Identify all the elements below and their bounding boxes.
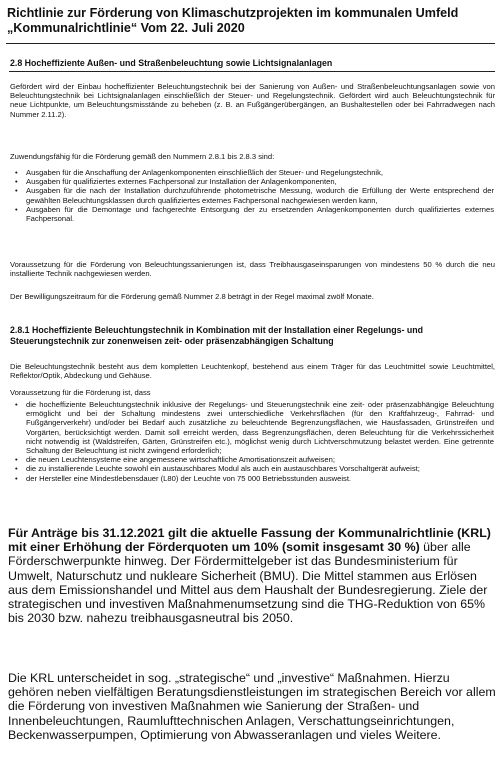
section-2-8-title: 2.8 Hocheffiziente Außen- und Straßenbeleuchtung sowie Lichtsignalanlagen <box>10 58 333 68</box>
bullet-icon: • <box>15 400 18 409</box>
list-item: • Ausgaben für qualifiziertes externes Fachpersonal zur Installation der Anlagenkomponenten, <box>15 177 337 187</box>
list-item: • die neuen Leuchtensysteme eine angemessene wirtschaftliche Amortisationszeit aufweisen; <box>15 455 335 465</box>
bullet-icon: • <box>15 473 18 483</box>
bullet-icon: • <box>15 455 18 465</box>
section-2-8-intro: Gefördert wird der Einbau hocheffizienter Beleuchtungstechnik bei der Sanierung von Außen- und Straßenbeleuchtungsanlagen sowie von Beleuchtungstechnik bei Lichtsignalanlagen einschließlich der Steuer- und Regelungstechnik. Gefördert wird auch Beleuchtungstechnik für neue Lichtpunkte, um Beleuchtungsmisstände zu beheben (z. B. an Fußgängerübergängen, an Bushaltestellen oder bei Fahrradwegen nach Nummer 2.11.2). <box>10 82 495 119</box>
prerequisite-list <box>10 400 494 483</box>
list-item: • Ausgaben für die Anschaffung der Anlagenkomponenten einschließlich der Steuer- und Regelungstechnik, <box>15 168 384 177</box>
list-item: • Ausgaben für die nach der Installation durchzuführende photometrische Messung, wodurch die Erfüllung der Werte entsprechend der gewählten Beleuchtungsklassen durch qualifiziertes externes Fachpersonal nachgewiesen werden kann, <box>15 186 494 205</box>
bullet-icon: • <box>15 168 18 177</box>
bullet-icon: • <box>15 204 18 214</box>
header-line-1: Richtlinie zur Förderung von Klimaschutzprojekten im kommunalen Umfeld <box>7 6 459 20</box>
krl-highlight-text: Für Anträge bis 31.12.2021 gilt die aktuelle Fassung der Kommunalrichtlinie (KRL) mit einer Erhöhung der Förderquoten um 10% (somit insgesamt 30 %) <box>8 526 491 555</box>
section-2-8-1-title: 2.8.1 Hocheffiziente Beleuchtungstechnik in Kombination mit der Installation einer Regelungs- und Steuerungstechnik zur zonenweisen zeit- oder präsenzabhängigen Schaltung <box>10 325 424 346</box>
list-item: • die hocheffiziente Beleuchtungstechnik inklusive der Regelungs- und Steuerungstechnik eine zeit- oder präsenzabhängige Beleuchtung ermöglicht und bei der Schaltung mindestens zwei unterschiedliche Verkehrsflächen (für den Kraftfahrzeug-, Fahrrad- und Fußgängerverkehr) und/oder bei Bedarf auch zusätzliche zu beleuchtende Begrenzungsflächen, wie Hausfassaden, Grünstreifen und Vorgärten, berücksichtigt werden. Damit soll erreicht werden, dass Begrenzungsflächen, deren Beleuchtung für die Verkehrssicherheit nicht notwendig ist (Waldstreifen, Gärten, Grünstreifen etc.), möglichst wenig durch Lichtverschmutzung belastet werden. Eine getrennte Schaltung der Beleuchtung ist nicht zwingend erforderlich; <box>15 400 494 456</box>
krl-measures-paragraph: Die KRL unterscheidet in sog. „strategische“ und „investive“ Maßnahmen. Hierzu gehören neben vielfältigen Beratungsdienstleistungen im strategischen Bereich vor allem die Förderung von investiven Maßnahmen wie Sanierung der Straßen- und Innenbeleuchtungen, Raumlufttechnischen Anlagen, Verschattungseinrichtungen, Beckenwasserpumpen, Optimierung von Abwasseranlagen und vieles Weitere. <box>8 671 496 742</box>
section-2-8-period: Der Bewilligungszeitraum für die Förderung gemäß Nummer 2.8 beträgt in der Regel maximal zwölf Monate. <box>10 292 374 301</box>
eligible-intro: Zuwendungsfähig für die Förderung gemäß den Nummern 2.8.1 bis 2.8.3 sind: <box>10 152 275 161</box>
section-2-8-1-prereq-intro: Voraussetzung für die Förderung ist, dass <box>10 388 151 397</box>
bullet-icon: • <box>15 177 18 187</box>
eligible-list <box>10 168 494 223</box>
section-2-8-prerequisite: Voraussetzung für die Förderung von Beleuchtungssanierungen ist, dass Treibhausgaseinsparungen von mindestens 50 % durch die neu installierte Technik nachgewiesen werden. <box>10 260 495 279</box>
header-rule <box>6 43 495 44</box>
header-line-2: „Kommunalrichtlinie“ Vom 22. Juli 2020 <box>7 20 245 35</box>
section-2-8-rule <box>9 71 495 72</box>
bullet-icon: • <box>15 464 18 474</box>
document-header <box>7 6 497 35</box>
krl-body-text: über alle Förderschwerpunkte hinweg. Der Fördermittelgeber ist das Bundesministerium für Umwelt, Naturschutz und nukleare Sicherheit (BMU). Die Mittel stammen aus Erlösen aus dem Emissionshandel und Mittel aus dem Haushalt der Bundesregierung. Ziele der strategischen und investiven Maßnahmenumsetzung sind die THG-Reduktion von 65% bis 2030 bzw. nahezu treibhausgasneutral bis 2050. <box>8 540 488 626</box>
list-item: • Ausgaben für die Demontage und fachgerechte Entsorgung der zu ersetzenden Anlagenkomponenten durch qualifiziertes externes Fachpersonal. <box>15 204 494 224</box>
section-2-8-1-intro: Die Beleuchtungstechnik besteht aus dem kompletten Leuchtenkopf, bestehend aus einem Träger für das Leuchtmittel sowie Leuchtmittel, Reflektor/Optik, Abdeckung und Gehäuse. <box>10 362 495 381</box>
list-item: • die zu installierende Leuchte sowohl ein austauschbares Modul als auch ein austauschbares Vorschaltgerät aufweist; <box>15 464 420 474</box>
krl-summary-paragraph <box>8 526 496 625</box>
list-item: • der Hersteller eine Mindestlebensdauer (L80) der Leuchte von 75 000 Betriebsstunden ausweist. <box>15 473 352 483</box>
bullet-icon: • <box>15 186 18 196</box>
